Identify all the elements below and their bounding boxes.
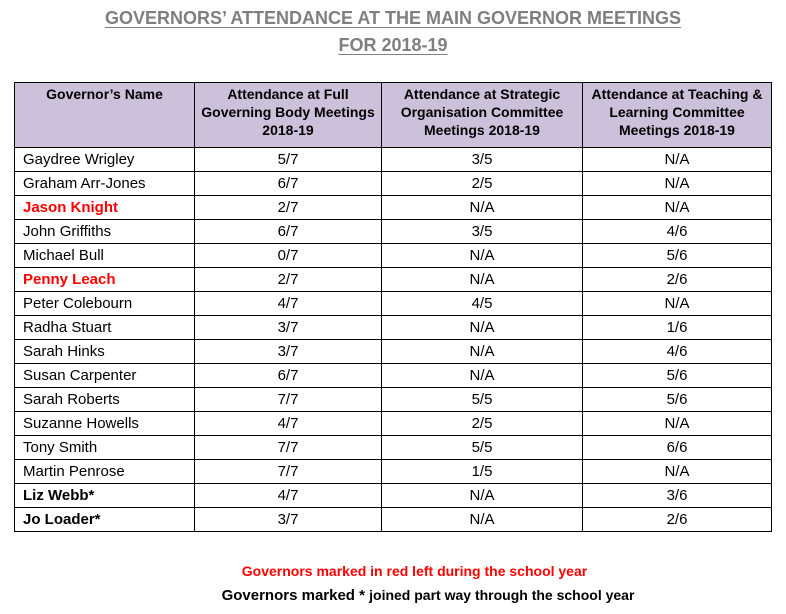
governor-name-cell: Sarah Hinks [15,340,195,364]
fgb-attendance-cell: 2/7 [195,268,382,292]
footnote-star-rest: joined part way through the school year [369,587,635,603]
tlc-attendance-cell: N/A [583,196,772,220]
fgb-attendance-cell: 7/7 [195,460,382,484]
tlc-attendance-cell: 1/6 [583,316,772,340]
governor-name-cell: Penny Leach [15,268,195,292]
tlc-attendance-cell: N/A [583,292,772,316]
tlc-attendance-cell: 2/6 [583,508,772,532]
soc-attendance-cell: 5/5 [382,436,583,460]
soc-attendance-cell: 3/5 [382,220,583,244]
tlc-attendance-cell: 4/6 [583,340,772,364]
table-row [15,196,772,220]
tlc-attendance-cell: 4/6 [583,220,772,244]
governor-name-cell: Peter Colebourn [15,292,195,316]
fgb-attendance-cell: 2/7 [195,196,382,220]
table-row [15,220,772,244]
governor-name-cell: Jason Knight [15,196,195,220]
footnote-star-lead: Governors marked * [221,587,370,604]
page-subtitle: FOR 2018-19 [338,35,448,55]
governor-name-cell: Liz Webb* [15,484,195,508]
table-header-row [15,83,772,148]
soc-attendance-cell: N/A [382,508,583,532]
governor-name-cell: Sarah Roberts [15,388,195,412]
fgb-attendance-cell: 3/7 [195,340,382,364]
tlc-attendance-cell: N/A [583,412,772,436]
soc-attendance-cell: 1/5 [382,460,583,484]
tlc-attendance-cell: 5/6 [583,244,772,268]
soc-attendance-cell: N/A [382,340,583,364]
table-row [15,340,772,364]
governor-name-cell: Susan Carpenter [15,364,195,388]
footnote-red: Governors marked in red left during the school year [241,563,588,579]
table-row [15,508,772,532]
header-strategic-organisation: Attendance at Strategic Organisation Committee Meetings 2018-19 [382,83,583,148]
governor-name-cell: Radha Stuart [15,316,195,340]
fgb-attendance-cell: 3/7 [195,508,382,532]
tlc-attendance-cell: 3/6 [583,484,772,508]
table-row [15,364,772,388]
soc-attendance-cell: 5/5 [382,388,583,412]
table-row [15,292,772,316]
footnote-star [0,587,786,604]
tlc-attendance-cell: N/A [583,460,772,484]
table-row [15,316,772,340]
tlc-attendance-cell: 6/6 [583,436,772,460]
attendance-table [14,82,772,532]
soc-attendance-cell: 2/5 [382,172,583,196]
soc-attendance-cell: N/A [382,364,583,388]
header-full-governing-body: Attendance at Full Governing Body Meetings 2018-19 [195,83,382,148]
fgb-attendance-cell: 7/7 [195,388,382,412]
tlc-attendance-cell: N/A [583,172,772,196]
governor-name-cell: Gaydree Wrigley [15,148,195,172]
governor-name-cell: Michael Bull [15,244,195,268]
table-row [15,148,772,172]
fgb-attendance-cell: 4/7 [195,484,382,508]
table-row [15,244,772,268]
tlc-attendance-cell: N/A [583,148,772,172]
soc-attendance-cell: N/A [382,484,583,508]
table-row [15,388,772,412]
tlc-attendance-cell: 5/6 [583,364,772,388]
table-row [15,268,772,292]
table-row [15,484,772,508]
governor-name-cell: John Griffiths [15,220,195,244]
soc-attendance-cell: N/A [382,268,583,292]
fgb-attendance-cell: 5/7 [195,148,382,172]
fgb-attendance-cell: 0/7 [195,244,382,268]
page-title: GOVERNORS’ ATTENDANCE AT THE MAIN GOVERNOR MEETINGS [104,8,682,28]
soc-attendance-cell: N/A [382,196,583,220]
soc-attendance-cell: 3/5 [382,148,583,172]
table-row [15,412,772,436]
soc-attendance-cell: N/A [382,316,583,340]
tlc-attendance-cell: 2/6 [583,268,772,292]
tlc-attendance-cell: 5/6 [583,388,772,412]
governor-name-cell: Suzanne Howells [15,412,195,436]
soc-attendance-cell: 4/5 [382,292,583,316]
fgb-attendance-cell: 3/7 [195,316,382,340]
soc-attendance-cell: N/A [382,244,583,268]
governor-name-cell: Martin Penrose [15,460,195,484]
fgb-attendance-cell: 6/7 [195,220,382,244]
fgb-attendance-cell: 6/7 [195,172,382,196]
fgb-attendance-cell: 4/7 [195,292,382,316]
header-governor-name: Governor’s Name [15,83,195,148]
governor-name-cell: Graham Arr-Jones [15,172,195,196]
governor-name-cell: Tony Smith [15,436,195,460]
table-row [15,172,772,196]
governor-name-cell: Jo Loader* [15,508,195,532]
header-teaching-learning: Attendance at Teaching & Learning Committee Meetings 2018-19 [583,83,772,148]
fgb-attendance-cell: 7/7 [195,436,382,460]
soc-attendance-cell: 2/5 [382,412,583,436]
fgb-attendance-cell: 6/7 [195,364,382,388]
table-row [15,436,772,460]
fgb-attendance-cell: 4/7 [195,412,382,436]
table-row [15,460,772,484]
